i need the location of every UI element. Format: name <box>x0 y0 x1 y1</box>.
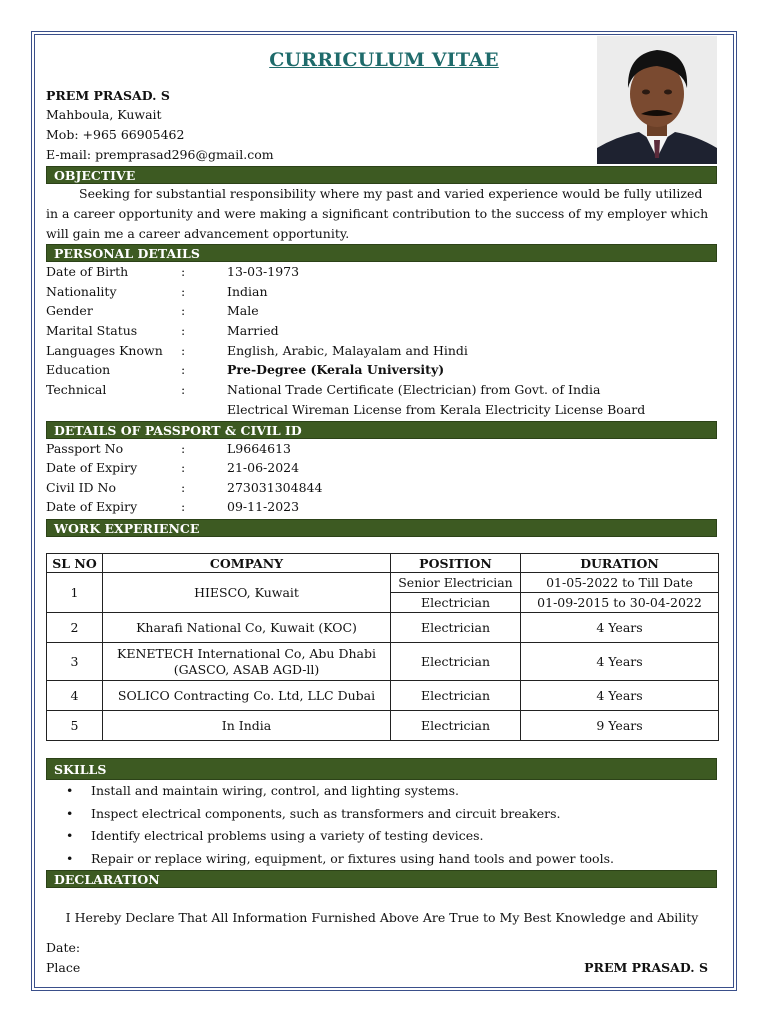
position-cell: Electrician <box>391 613 521 643</box>
company-line: (GASCO, ASAB AGD-ll) <box>173 661 320 677</box>
colon: : <box>181 284 186 299</box>
skill-item: • Repair or replace wiring, equipment, or fixtures using hand tools and power tools. <box>46 849 614 872</box>
personal-details-heading: PERSONAL DETAILS <box>46 244 717 262</box>
work-experience-heading: WORK EXPERIENCE <box>46 519 717 537</box>
company-cell: SOLICO Contracting Co. Ltd, LLC Dubai <box>103 681 391 711</box>
colon: : <box>181 460 186 475</box>
duration-cell: 01-05-2022 to Till Date <box>521 573 719 593</box>
date-label: Date: <box>46 940 81 955</box>
colon: : <box>181 362 186 377</box>
field-value: Male <box>227 303 259 318</box>
declaration-heading: DECLARATION <box>46 870 717 888</box>
field-label: Languages Known <box>46 343 163 358</box>
skill-item: • Inspect electrical components, such as transformers and circuit breakers. <box>46 804 614 827</box>
objective-line: in a career opportunity and were making a significant contribution to the success of my employer which <box>46 206 709 221</box>
objective-line: Seeking for substantial responsibility where my past and varied experience would be fully utilized <box>79 186 703 201</box>
email: E-mail: premprasad296@gmail.com <box>46 147 274 162</box>
duration-cell: 4 Years <box>521 613 719 643</box>
colon: : <box>181 499 186 514</box>
objective-heading: OBJECTIVE <box>46 166 717 184</box>
position-cell: Electrician <box>391 681 521 711</box>
position-cell: Electrician <box>391 593 521 613</box>
passport-heading: DETAILS OF PASSPORT & CIVIL ID <box>46 421 717 439</box>
table-row <box>47 681 719 711</box>
sl-no-cell: 5 <box>47 711 103 741</box>
mobile-number: Mob: +965 66905462 <box>46 127 185 142</box>
colon: : <box>181 343 186 358</box>
declaration-text: I Hereby Declare That All Information Furnished Above Are True to My Best Knowledge and Ability <box>65 910 699 925</box>
table-row <box>47 573 719 593</box>
duration-cell: 01-09-2015 to 30-04-2022 <box>521 593 719 613</box>
field-value: Married <box>227 323 279 338</box>
sl-no-cell: 1 <box>47 573 103 613</box>
colon: : <box>181 303 186 318</box>
field-label: Date of Expiry <box>46 499 138 514</box>
field-value: National Trade Certificate (Electrician) from Govt. of India <box>227 382 601 397</box>
duration-cell: 9 Years <box>521 711 719 741</box>
objective-text <box>46 184 718 244</box>
skills-heading: SKILLS <box>46 758 717 780</box>
field-value: 21-06-2024 <box>227 460 300 475</box>
field-label: Date of Expiry <box>46 460 138 475</box>
candidate-name: PREM PRASAD. S <box>46 88 170 103</box>
field-value: Electrical Wireman License from Kerala Electricity License Board <box>227 402 646 417</box>
field-value: 13-03-1973 <box>227 264 300 279</box>
colon: : <box>181 323 186 338</box>
field-label: Nationality <box>46 284 117 299</box>
field-value: English, Arabic, Malayalam and Hindi <box>227 343 468 358</box>
field-label: Passport No <box>46 441 124 456</box>
table-row <box>47 643 719 681</box>
sl-no-cell: 2 <box>47 613 103 643</box>
colon: : <box>181 480 186 495</box>
signature-name: PREM PRASAD. S <box>584 960 708 975</box>
field-label: Marital Status <box>46 323 138 338</box>
field-value: Indian <box>227 284 268 299</box>
skill-item: • Install and maintain wiring, control, and lighting systems. <box>46 781 614 804</box>
table-header-row <box>47 554 719 573</box>
column-header: COMPANY <box>103 554 391 573</box>
colon: : <box>181 441 186 456</box>
field-label: Date of Birth <box>46 264 129 279</box>
field-value: 09-11-2023 <box>227 499 300 514</box>
skills-list <box>46 781 614 871</box>
page-title: CURRICULUM VITAE <box>269 49 499 71</box>
skill-item: • Identify electrical problems using a variety of testing devices. <box>46 826 614 849</box>
field-value: L9664613 <box>227 441 291 456</box>
company-cell: In India <box>103 711 391 741</box>
address: Mahboula, Kuwait <box>46 107 162 122</box>
field-label: Gender <box>46 303 93 318</box>
company-cell <box>103 643 391 681</box>
company-cell: Kharafi National Co, Kuwait (KOC) <box>103 613 391 643</box>
work-experience-table <box>46 553 719 741</box>
company-cell: HIESCO, Kuwait <box>103 573 391 613</box>
profile-photo <box>597 36 717 164</box>
column-header: SL NO <box>47 554 103 573</box>
field-label: Technical <box>46 382 107 397</box>
place-label: Place <box>46 960 81 975</box>
position-cell: Senior Electrician <box>391 573 521 593</box>
duration-cell: 4 Years <box>521 643 719 681</box>
field-label: Education <box>46 362 111 377</box>
colon: : <box>181 264 186 279</box>
duration-cell: 4 Years <box>521 681 719 711</box>
field-value: Pre-Degree (Kerala University) <box>227 362 445 377</box>
position-cell: Electrician <box>391 643 521 681</box>
column-header: DURATION <box>521 554 719 573</box>
column-header: POSITION <box>391 554 521 573</box>
colon: : <box>181 382 186 397</box>
sl-no-cell: 4 <box>47 681 103 711</box>
table-row <box>47 711 719 741</box>
company-line: KENETECH International Co, Abu Dhabi <box>117 645 376 661</box>
field-label: Civil ID No <box>46 480 116 495</box>
field-value: 273031304844 <box>227 480 323 495</box>
table-row <box>47 613 719 643</box>
position-cell: Electrician <box>391 711 521 741</box>
sl-no-cell: 3 <box>47 643 103 681</box>
objective-line: will gain me a career advancement opportunity. <box>46 226 350 241</box>
